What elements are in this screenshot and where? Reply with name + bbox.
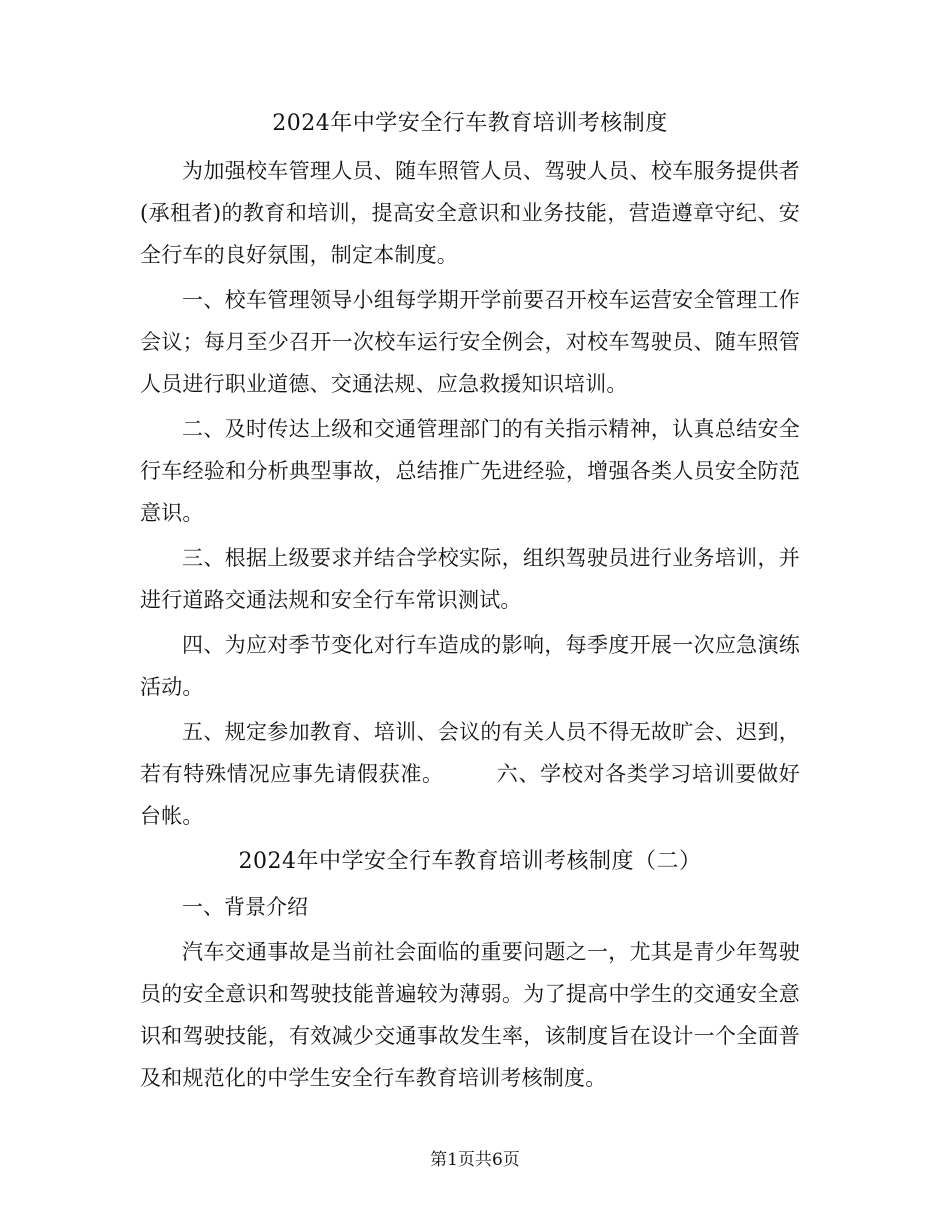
item-paragraph-3: 三、根据上级要求并结合学校实际，组织驾驶员进行业务培训，并进行道路交通法规和安全行车常识测试。 bbox=[140, 546, 800, 612]
section-paragraph-background: 汽车交通事故是当前社会面临的重要问题之一，尤其是青少年驾驶员的安全意识和驾驶技能普遍较为薄弱。为了提高中学生的交通安全意识和驾驶技能，有效减少交通事故发生率，该制度旨在设计一个全面普及和规范化的中学生安全行车教育培训考核制度。 bbox=[140, 940, 800, 1090]
document-body bbox=[140, 102, 800, 1102]
intro-paragraph: 为加强校车管理人员、随车照管人员、驾驶人员、校车服务提供者(承租者)的教育和培训，提高安全意识和业务技能，营造遵章守纪、安全行车的良好氛围，制定本制度。 bbox=[140, 159, 800, 267]
document-title: 2024年中学安全行车教育培训考核制度 bbox=[272, 111, 668, 136]
page-footer: 第1页共6页 bbox=[430, 1150, 520, 1170]
item-paragraph-1: 一、校车管理领导小组每学期开学前要召开校车运营安全管理工作会议；每月至少召开一次校车运行安全例会，对校车驾驶员、随车照管人员进行职业道德、交通法规、应急救援知识培训。 bbox=[140, 288, 800, 396]
item-paragraph-4: 四、为应对季节变化对行车造成的影响，每季度开展一次应急演练活动。 bbox=[140, 633, 800, 699]
item-paragraph-5-6 bbox=[140, 711, 800, 837]
item-6-text: 六、学校对各类学习培训要做好台帐。 bbox=[140, 762, 800, 828]
document-title-2: 2024年中学安全行车教育培训考核制度（二） bbox=[238, 849, 702, 874]
section-heading-background: 一、背景介绍 bbox=[182, 895, 308, 919]
item-paragraph-2: 二、及时传达上级和交通管理部门的有关指示精神，认真总结安全行车经验和分析典型事故，总结推广先进经验，增强各类人员安全防范意识。 bbox=[140, 417, 800, 525]
item-5-text: 五、规定参加教育、培训、会议的有关人员不得无故旷会、迟到，若有特殊情况应事先请假获准。 bbox=[140, 720, 800, 786]
